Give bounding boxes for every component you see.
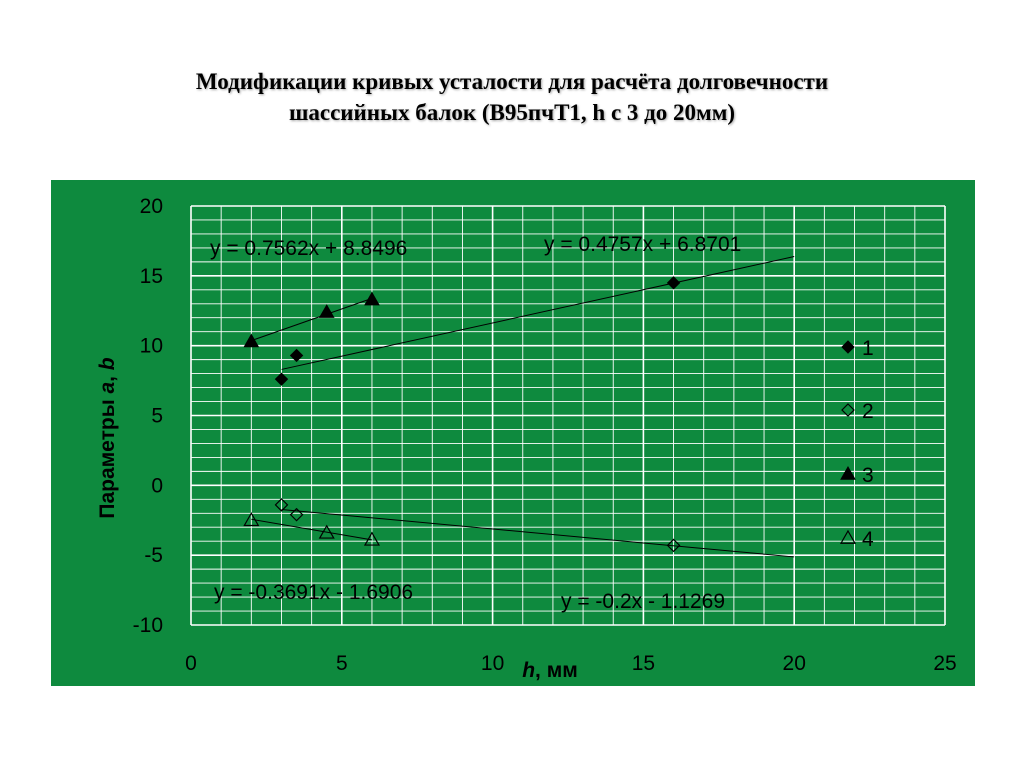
legend-label: 4 [862,528,874,551]
series-3-point [244,334,258,346]
y-tick-label: 10 [139,334,163,358]
x-tick-label: 0 [185,652,197,675]
y-tick-label: -5 [144,544,163,568]
y-axis-title [96,357,119,518]
trendline [281,257,794,370]
slide-title [62,66,962,128]
y-axis-title-b: b [96,357,119,371]
legend-label: 2 [862,400,874,423]
series-1-point [668,277,680,289]
x-axis-title [522,659,578,682]
y-axis-title-a: a [96,381,119,394]
y-axis-title-prefix: Параметры [96,393,119,519]
slide-title-line-1: Модификации кривых усталости для расчёта долговечности [195,69,829,94]
legend-marker-3 [841,467,855,479]
trendline-equation: y = 0.4757x + 6.8701 [544,233,742,256]
x-tick-label: 10 [480,652,505,675]
y-tick-label: 0 [151,474,163,498]
y-axis-title-sep: , [96,370,119,382]
grid [191,206,945,625]
trendline [281,509,794,556]
legend [841,337,874,551]
x-tick-label: 15 [631,652,656,675]
y-tick-label: 5 [151,404,163,428]
x-axis-title-unit: , мм [535,659,578,682]
slide-title-line-2: шассийных балок (В95пчТ1, h с 3 до 20мм) [288,100,736,125]
series-1-point [275,373,287,385]
x-tick-label: 20 [782,652,806,675]
series-3-point [320,305,334,317]
x-tick-label: 25 [933,652,957,675]
trendline-equation: y = -0.3691x - 1.6906 [214,581,414,604]
y-tick-label: -10 [132,614,163,637]
series-3-point [365,293,379,305]
legend-marker-1 [842,341,854,353]
trendline-equation: y = -0.2x - 1.1269 [561,590,726,613]
x-tick-label: 5 [335,652,348,675]
y-tick-label: 15 [139,264,163,288]
x-axis-title-var: h [522,659,536,682]
trendline-equation: y = 0.7562x + 8.8496 [210,237,408,260]
legend-marker-2 [842,404,854,416]
y-tick-label: 20 [139,195,163,218]
chart-panel [51,180,975,686]
legend-label: 3 [862,464,874,487]
legend-label: 1 [862,337,874,360]
chart-svg [51,180,975,686]
